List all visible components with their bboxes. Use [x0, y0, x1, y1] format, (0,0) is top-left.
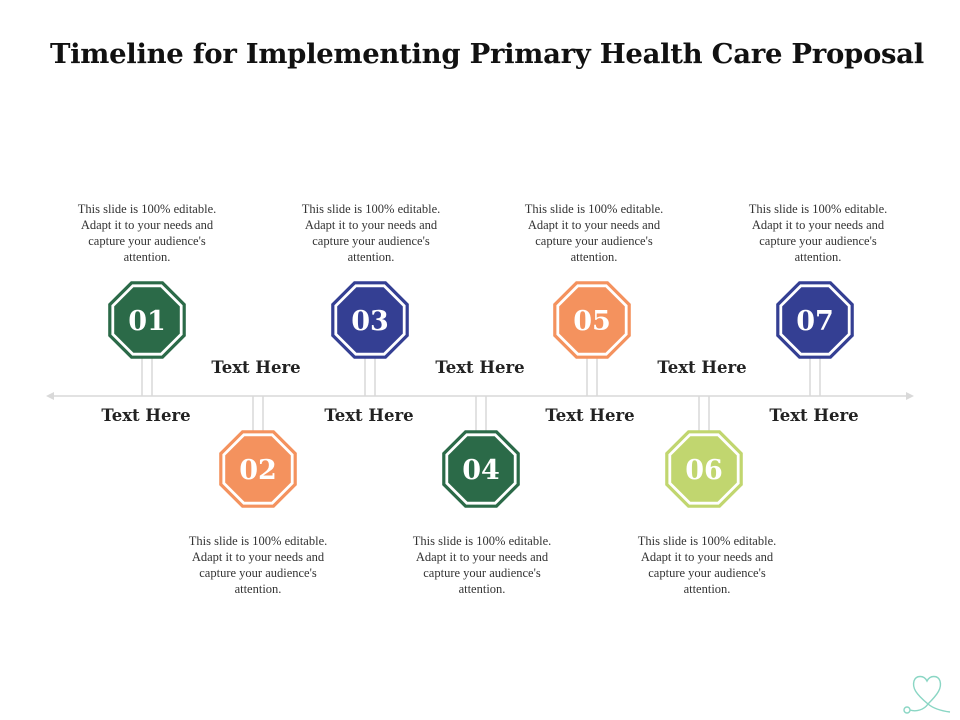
- step-06-number: 06: [685, 455, 723, 486]
- step-02-label: Text Here: [211, 358, 301, 377]
- step-01-number: 01: [128, 306, 166, 337]
- step-07-description: This slide is 100% editable. Adapt it to your needs and capture your audience's attention.: [748, 202, 888, 264]
- step-06-description: This slide is 100% editable. Adapt it to your needs and capture your audience's attention.: [637, 534, 777, 596]
- step-04-number: 04: [462, 455, 500, 486]
- stethoscope-heart-icon: [898, 664, 954, 716]
- step-02-description: This slide is 100% editable. Adapt it to your needs and capture your audience's attention.: [188, 534, 328, 596]
- step-07-number: 07: [796, 306, 834, 337]
- step-05-description: This slide is 100% editable. Adapt it to your needs and capture your audience's attention.: [524, 202, 664, 264]
- step-03-number: 03: [351, 306, 389, 337]
- timeline-right-arrow-icon: [906, 392, 914, 400]
- step-07-label: Text Here: [769, 406, 859, 425]
- step-04-label: Text Here: [435, 358, 525, 377]
- slide-title: Timeline for Implementing Primary Health Care Proposal: [50, 38, 924, 70]
- step-01-label: Text Here: [101, 406, 191, 425]
- timeline-left-arrow-icon: [46, 392, 54, 400]
- step-03-description: This slide is 100% editable. Adapt it to your needs and capture your audience's attention.: [301, 202, 441, 264]
- step-06-label: Text Here: [657, 358, 747, 377]
- step-04-description: This slide is 100% editable. Adapt it to your needs and capture your audience's attention.: [412, 534, 552, 596]
- step-01-description: This slide is 100% editable. Adapt it to your needs and capture your audience's attention.: [77, 202, 217, 264]
- step-05-label: Text Here: [545, 406, 635, 425]
- step-02-number: 02: [239, 455, 277, 486]
- step-03-label: Text Here: [324, 406, 414, 425]
- step-05-number: 05: [573, 306, 611, 337]
